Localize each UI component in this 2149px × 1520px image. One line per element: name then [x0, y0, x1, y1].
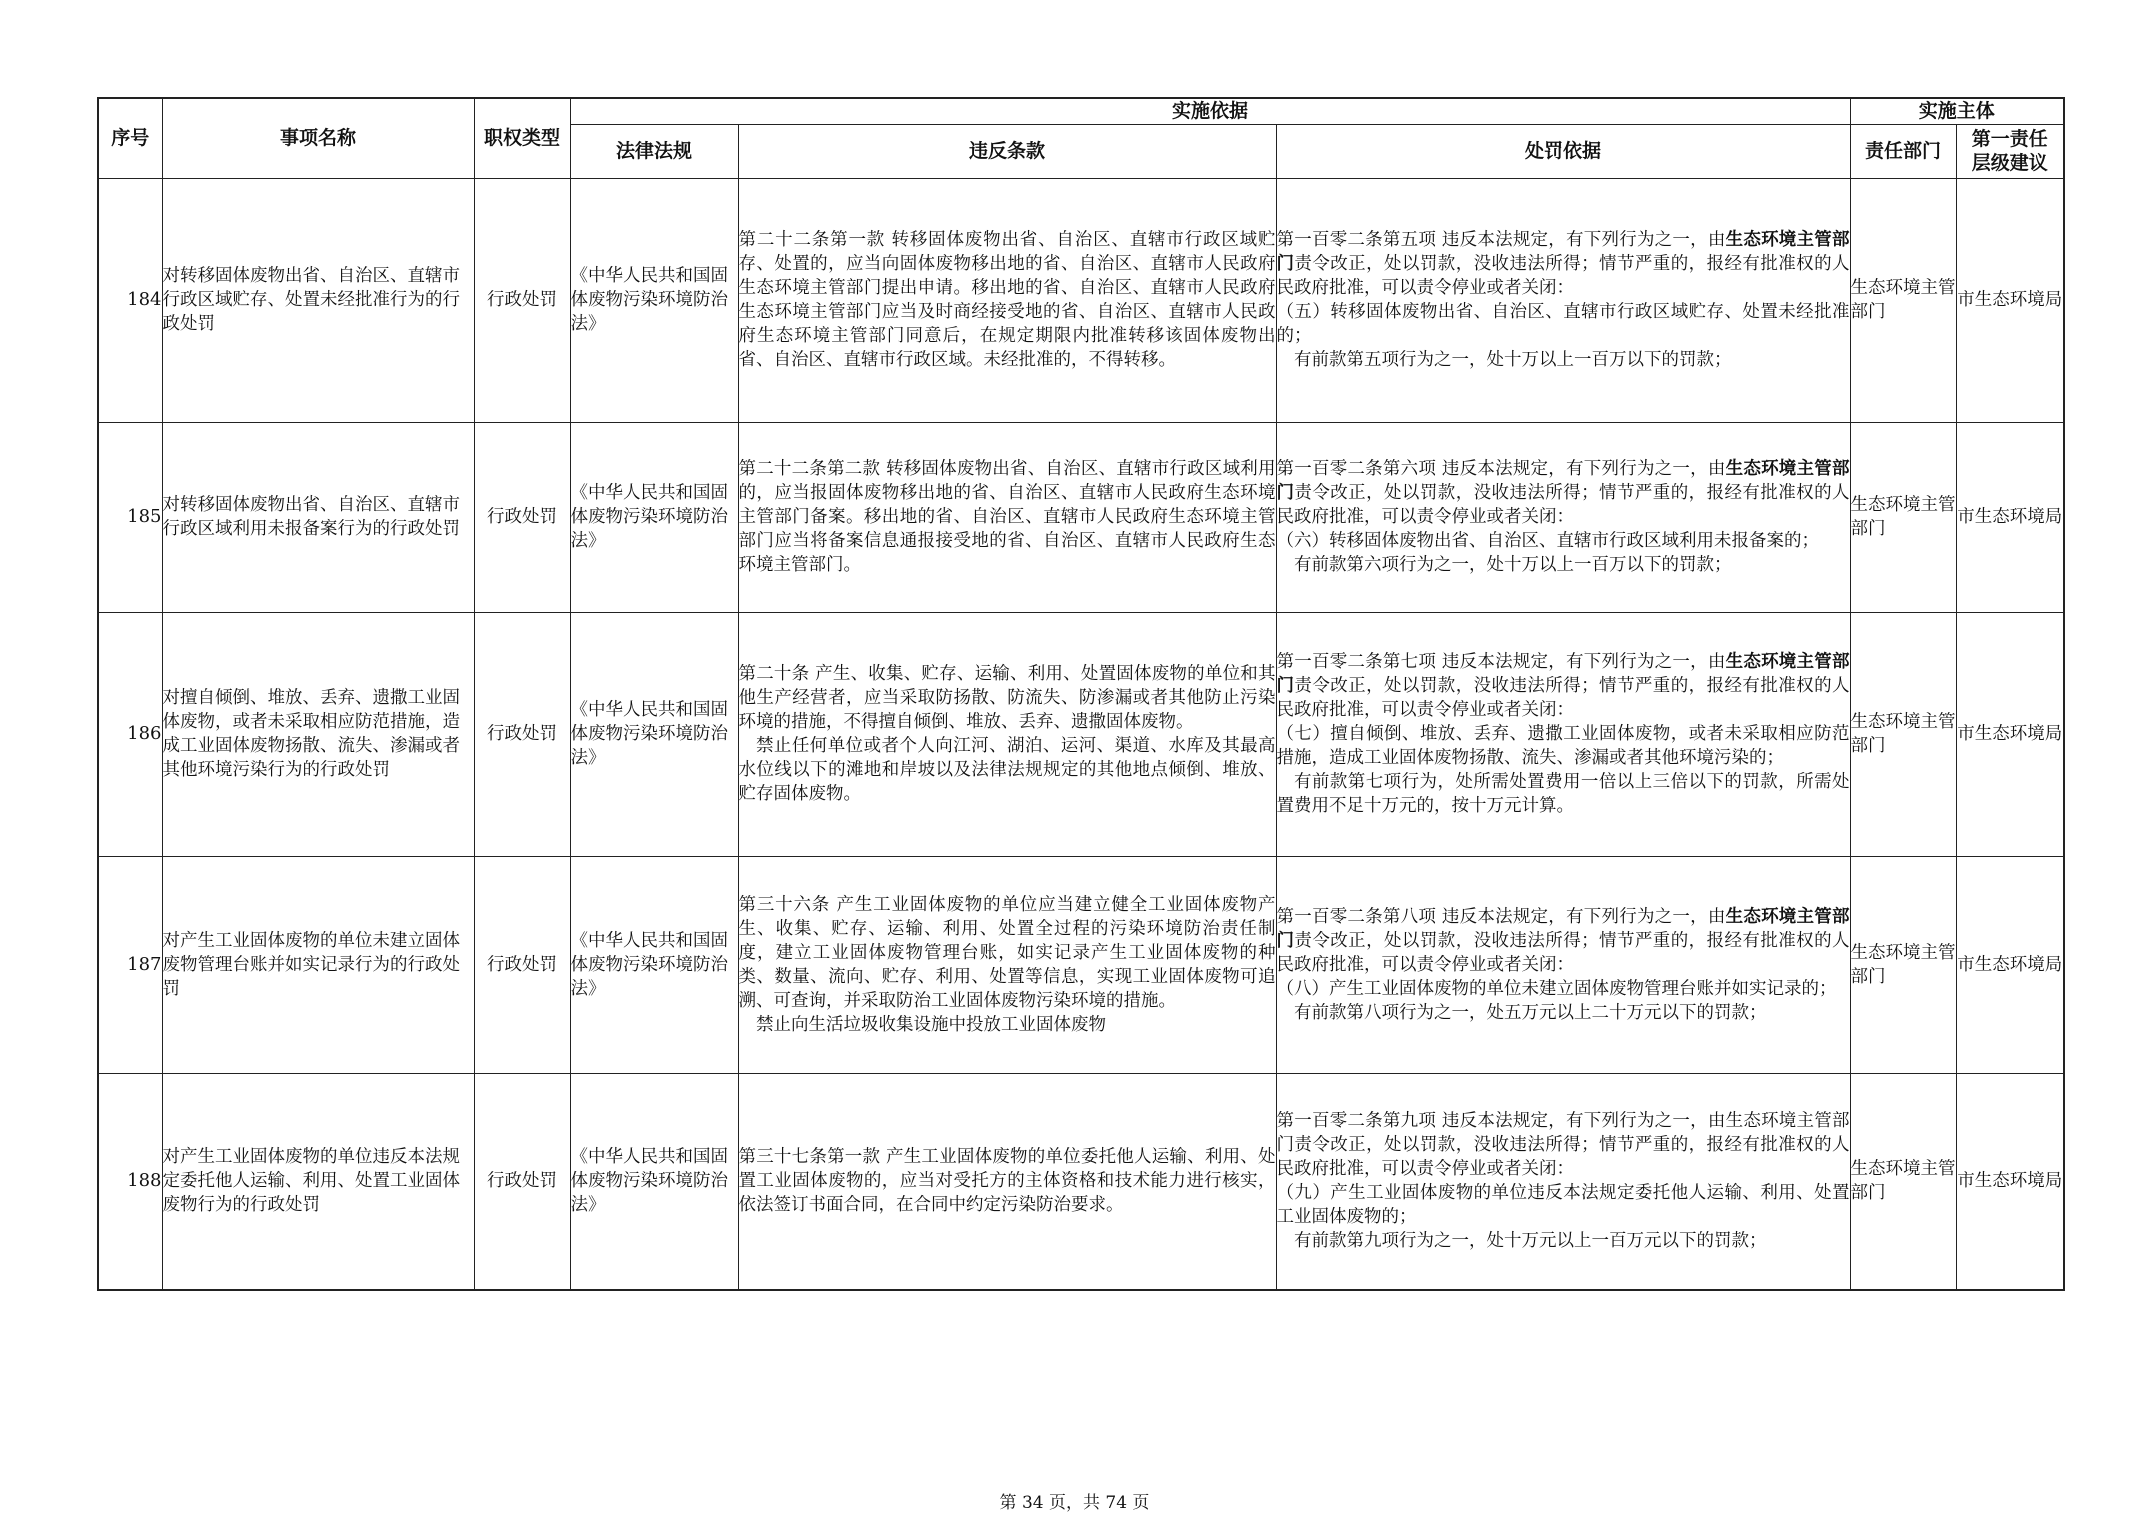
enforcement-table	[97, 97, 2065, 1291]
penalty-item: （五）转移固体废物出省、自治区、直辖市行政区域贮存、处置未经批准的；	[1276, 302, 1850, 346]
header-penalty: 处罚依据	[1276, 124, 1850, 178]
row-law: 《中华人民共和国固体废物污染环境防治法》	[570, 856, 738, 1073]
row-item-name: 对产生工业固体废物的单位违反本法规定委托他人运输、利用、处置工业固体废物行为的行政处罚	[162, 1073, 474, 1290]
penalty-amount: 有前款第九项行为之一，处十万元以上一百万元以下的罚款；	[1294, 1231, 1767, 1252]
table-row	[98, 178, 2064, 422]
header-power-type: 职权类型	[474, 98, 570, 178]
table-row	[98, 856, 2064, 1073]
violation-paragraph: 第二十二条第一款 转移固体废物出省、自治区、直辖市行政区域贮存、处置的，应当向固体废物移出地的省、自治区、直辖市人民政府生态环境主管部门提出申请。移出地的省、自治区、直辖市人民政府生态环境主管部门应当及时商经接受地的省、自治区、直辖市人民政府生态环境主管部门同意后，在规定期限内批准转移该固体废物出省、自治区、直辖市行政区域。未经批准的，不得转移。	[738, 230, 1276, 370]
row-dept: 生态环境主管部门	[1850, 612, 1956, 856]
header-level: 第一责任层级建议	[1956, 124, 2064, 178]
penalty-item: （九）产生工业固体废物的单位违反本法规定委托他人运输、利用、处置工业固体废物的；	[1276, 1183, 1850, 1228]
row-penalty	[1276, 856, 1850, 1073]
row-power-type: 行政处罚	[474, 612, 570, 856]
violation-paragraph: 第二十条 产生、收集、贮存、运输、利用、处置固体废物的单位和其他生产经营者，应当采取防扬散、防流失、防渗漏或者其他防止污染环境的措施，不得擅自倾倒、堆放、丢弃、遗撒固体废物。	[738, 664, 1276, 732]
header-seq: 序号	[98, 98, 162, 178]
row-law: 《中华人民共和国固体废物污染环境防治法》	[570, 178, 738, 422]
row-dept: 生态环境主管部门	[1850, 1073, 1956, 1290]
row-penalty	[1276, 178, 1850, 422]
violation-paragraph: 第三十六条 产生工业固体废物的单位应当建立健全工业固体废物产生、收集、贮存、运输、利用、处置全过程的污染环境防治责任制度，建立工业固体废物管理台账，如实记录产生工业固体废物的种类、数量、流向、贮存、利用、处置等信息，实现工业固体废物可追溯、可查询，并采取防治工业固体废物污染环境的措施。	[738, 894, 1276, 1011]
row-violation	[738, 856, 1276, 1073]
row-power-type: 行政处罚	[474, 856, 570, 1073]
row-item-name: 对擅自倾倒、堆放、丢弃、遗撒工业固体废物，或者未采取相应防范措施，造成工业固体废物扬散、流失、渗漏或者其他环境污染行为的行政处罚	[162, 612, 474, 856]
row-penalty	[1276, 612, 1850, 856]
row-violation	[738, 612, 1276, 856]
penalty-item: （六）转移固体废物出省、自治区、直辖市行政区域利用未报备案的；	[1276, 531, 1819, 551]
header-law: 法律法规	[570, 124, 738, 178]
penalty-amount: 有前款第七项行为，处所需处置费用一倍以上三倍以下的罚款，所需处置费用不足十万元的，按十万元计算。	[1276, 772, 1850, 816]
penalty-amount: 有前款第五项行为之一，处十万以上一百万以下的罚款；	[1294, 350, 1732, 370]
row-seq: 187	[98, 856, 162, 1073]
penalty-item: （七）擅自倾倒、堆放、丢弃、遗撒工业固体废物，或者未采取相应防范措施，造成工业固体废物扬散、流失、渗漏或者其他环境污染的；	[1276, 724, 1850, 768]
row-dept: 生态环境主管部门	[1850, 422, 1956, 612]
violation-paragraph: 第二十二条第二款 转移固体废物出省、自治区、直辖市行政区域利用的，应当报固体废物移出地的省、自治区、直辖市人民政府生态环境主管部门备案。移出地的省、自治区、直辖市人民政府生态环境主管部门应当将备案信息通报接受地的省、自治区、直辖市人民政府生态环境主管部门。	[738, 459, 1276, 575]
penalty-clause: 第一百零二条第七项 违反本法规定，有下列行为之一，由生态环境主管部门责令改正，处以罚款，没收违法所得；情节严重的，报经有批准权的人民政府批准，可以责令停业或者关闭：	[1276, 652, 1850, 720]
penalty-amount: 有前款第八项行为之一，处五万元以上二十万元以下的罚款；	[1294, 1002, 1767, 1023]
row-power-type: 行政处罚	[474, 178, 570, 422]
row-item-name: 对转移固体废物出省、自治区、直辖市行政区域贮存、处置未经批准行为的行政处罚	[162, 178, 474, 422]
row-violation	[738, 1073, 1276, 1290]
header-basis: 实施依据	[570, 98, 1850, 124]
table-row	[98, 612, 2064, 856]
header-violation: 违反条款	[738, 124, 1276, 178]
penalty-amount: 有前款第六项行为之一，处十万以上一百万以下的罚款；	[1294, 555, 1732, 575]
row-seq: 184	[98, 178, 162, 422]
header-item-name: 事项名称	[162, 98, 474, 178]
row-law: 《中华人民共和国固体废物污染环境防治法》	[570, 612, 738, 856]
row-law: 《中华人民共和国固体废物污染环境防治法》	[570, 1073, 738, 1290]
row-law: 《中华人民共和国固体废物污染环境防治法》	[570, 422, 738, 612]
row-level: 市生态环境局	[1956, 178, 2064, 422]
row-seq: 186	[98, 612, 162, 856]
penalty-clause: 第一百零二条第五项 违反本法规定，有下列行为之一，由生态环境主管部门责令改正，处以罚款，没收违法所得；情节严重的，报经有批准权的人民政府批准，可以责令停业或者关闭：	[1276, 230, 1850, 298]
table-row	[98, 1073, 2064, 1290]
row-seq: 188	[98, 1073, 162, 1290]
header-subject: 实施主体	[1850, 98, 2064, 124]
row-seq: 185	[98, 422, 162, 612]
row-dept: 生态环境主管部门	[1850, 856, 1956, 1073]
row-dept: 生态环境主管部门	[1850, 178, 1956, 422]
penalty-item: （八）产生工业固体废物的单位未建立固体废物管理台账并如实记录的；	[1276, 978, 1837, 999]
penalty-clause: 第一百零二条第八项 违反本法规定，有下列行为之一，由生态环境主管部门责令改正，处以罚款，没收违法所得；情节严重的，报经有批准权的人民政府批准，可以责令停业或者关闭：	[1276, 906, 1850, 975]
penalty-clause: 第一百零二条第六项 违反本法规定，有下列行为之一，由生态环境主管部门责令改正，处以罚款，没收违法所得；情节严重的，报经有批准权的人民政府批准，可以责令停业或者关闭：	[1276, 459, 1850, 527]
header-dept: 责任部门	[1850, 124, 1956, 178]
row-item-name: 对产生工业固体废物的单位未建立固体废物管理台账并如实记录行为的行政处罚	[162, 856, 474, 1073]
row-violation	[738, 178, 1276, 422]
row-power-type: 行政处罚	[474, 422, 570, 612]
row-penalty	[1276, 1073, 1850, 1290]
row-level: 市生态环境局	[1956, 422, 2064, 612]
row-level: 市生态环境局	[1956, 856, 2064, 1073]
violation-paragraph: 禁止向生活垃圾收集设施中投放工业固体废物	[756, 1014, 1106, 1035]
row-item-name: 对转移固体废物出省、自治区、直辖市行政区域利用未报备案行为的行政处罚	[162, 422, 474, 612]
penalty-clause: 第一百零二条第九项 违反本法规定，有下列行为之一，由生态环境主管部门责令改正，处以罚款，没收违法所得；情节严重的，报经有批准权的人民政府批准，可以责令停业或者关闭：	[1276, 1111, 1850, 1180]
row-violation	[738, 422, 1276, 612]
violation-paragraph: 第三十七条第一款 产生工业固体废物的单位委托他人运输、利用、处置工业固体废物的，应当对受托方的主体资格和技术能力进行核实，依法签订书面合同，在合同中约定污染防治要求。	[738, 1147, 1276, 1216]
row-penalty	[1276, 422, 1850, 612]
table-row	[98, 422, 2064, 612]
row-level: 市生态环境局	[1956, 612, 2064, 856]
violation-paragraph: 禁止任何单位或者个人向江河、湖泊、运河、渠道、水库及其最高水位线以下的滩地和岸坡以及法律法规规定的其他地点倾倒、堆放、贮存固体废物。	[738, 736, 1276, 804]
page-footer: 第 34 页，共 74 页	[999, 1493, 1150, 1513]
row-power-type: 行政处罚	[474, 1073, 570, 1290]
row-level: 市生态环境局	[1956, 1073, 2064, 1290]
